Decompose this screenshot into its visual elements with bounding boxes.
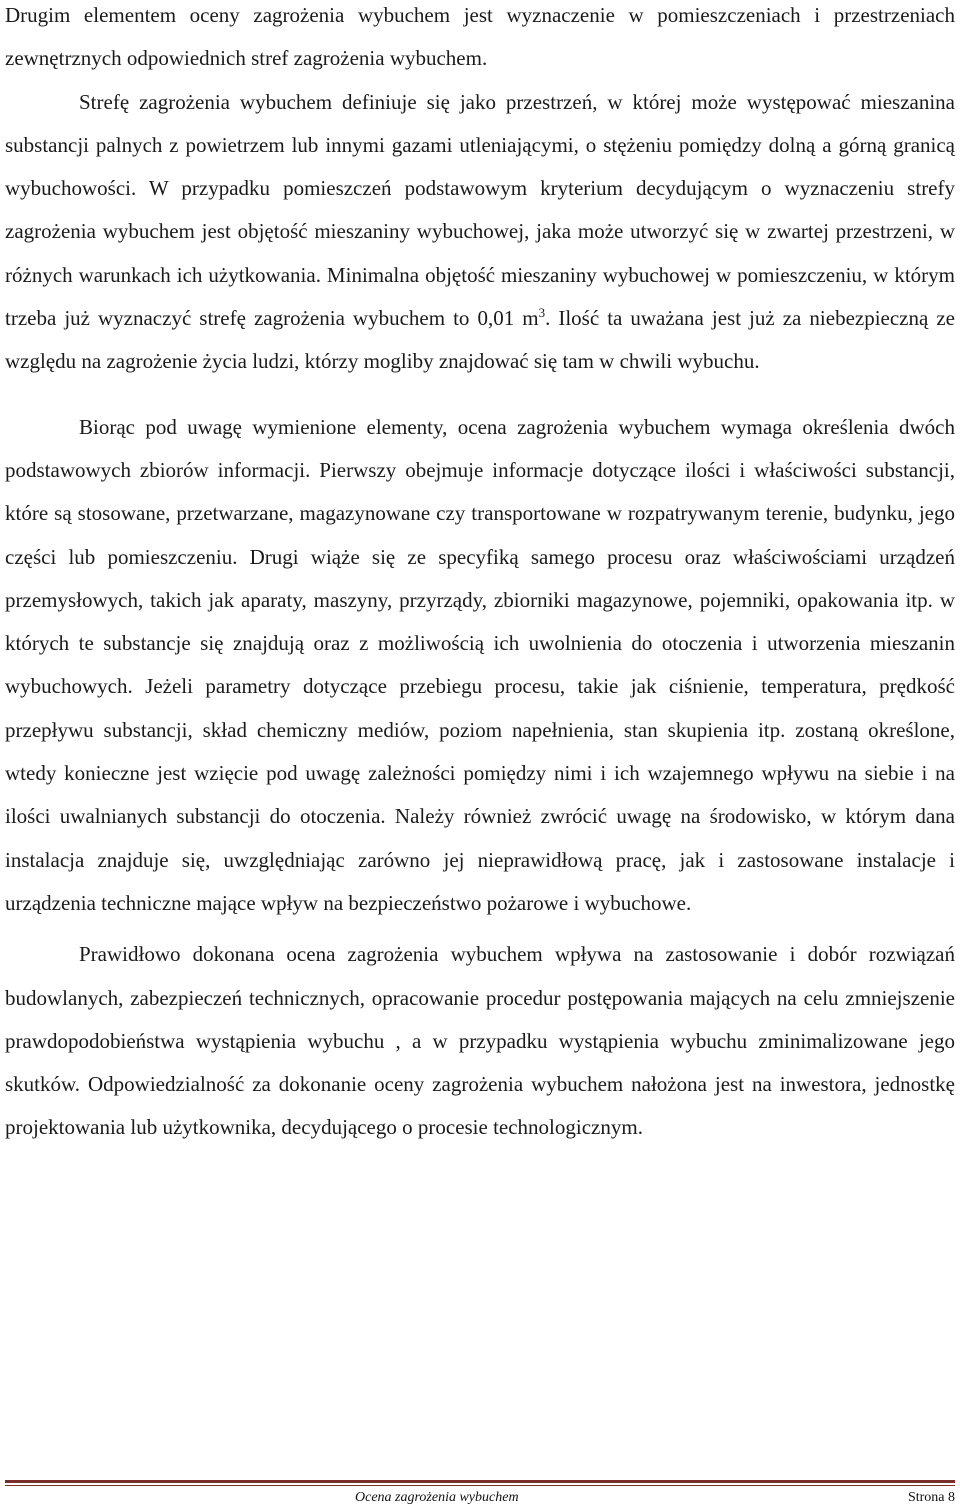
footer-page-number: Strona 8 (907, 1490, 955, 1505)
paragraph-2-text-after: . Ilość ta uważana jest już za niebezpieczną ze względu na zagrożenie życia ludzi, którzy mogliby znajdować się tam w chwili wybuchu. (5, 306, 955, 374)
paragraph-4-text: Prawidłowo dokonana ocena zagrożenia wybuchem wpływa na zastosowanie i dobór rozwiązań budowlanych, zabezpieczeń technicznych, opracowanie procedur postępowania mających na celu zmniejszenie prawdopodobieństwa wystąpienia wybuchu , a w przypadku wystąpienia wybuchu zminimalizowane jego skutków. Odpowiedzialność za dokonanie oceny zagrożenia wybuchem nałożona jest na inwestora, jednostkę projektowania lub użytkownika, decydującego o procesie technologicznym. (5, 942, 955, 1140)
paragraph-4 (5, 933, 955, 1149)
body-text (5, 0, 955, 1150)
footer-divider-thin (5, 1485, 955, 1486)
footer-document-title: Ocena zagrożenia wybuchem (355, 1490, 519, 1505)
paragraph-3-text: Biorąc pod uwagę wymienione elementy, ocena zagrożenia wybuchem wymaga określenia dwóch podstawowych zbiorów informacji. Pierwszy obejmuje informacje dotyczące ilości i właściwości substancji, które są stosowane, przetwarzane, magazynowane czy transportowane w rozpatrywanym terenie, budynku, jego części lub pomieszczeniu. Drugi wiąże się ze specyfiką samego procesu oraz właściwościami urządzeń przemysłowych, takich jak aparaty, maszyny, przyrządy, zbiorniki magazynowe, pojemniki, opakowania itp. w których te substancje się znajdują oraz z możliwością ich uwolnienia do otoczenia i utworzenia mieszanin wybuchowych. Jeżeli parametry dotyczące przebiegu procesu, takie jak ciśnienie, temperatura, prędkość przepływu substancji, skład chemiczny mediów, poziom napełnienia, stan skupienia itp. zostaną określone, wtedy konieczne jest wzięcie pod uwagę zależności pomiędzy nimi i ich wzajemnego wpływu na siebie i na ilości uwalnianych substancji do otoczenia. Należy również zwrócić uwagę na środowisko, w którym dana instalacja znajduje się, uwzględniając zarówno jej nieprawidłową pracę, jak i zastosowane instalacje i urządzenia techniczne mające wpływ na bezpieczeństwo pożarowe i wybuchowe. (5, 414, 955, 915)
paragraph-3 (5, 406, 955, 926)
page-footer (5, 1490, 955, 1510)
footer-divider (5, 1480, 955, 1483)
paragraph-1-text: Drugim elementem oceny zagrożenia wybuchem jest wyznaczenie w pomieszczeniach i przestrzeniach zewnętrznych odpowiednich stref zagrożenia wybuchem. (5, 3, 955, 71)
paragraph-1 (5, 0, 955, 81)
superscript-cubed: 3 (538, 305, 546, 321)
paragraph-2 (5, 81, 955, 384)
paragraph-2-text: Strefę zagrożenia wybuchem definiuje się jako przestrzeń, w której może występować mieszanina substancji palnych z powietrzem lub innymi gazami utleniającymi, o stężeniu pomiędzy dolną a górną granicą wybuchowości. W przypadku pomieszczeń podstawowym kryterium decydującym o wyznaczeniu strefy zagrożenia wybuchem jest objętość mieszaniny wybuchowej, jaka może utworzyć się w zwartej przestrzeni, w różnych warunkach ich użytkowania. Minimalna objętość mieszaniny wybuchowej w pomieszczeniu, w którym trzeba już wyznaczyć strefę zagrożenia wybuchem to 0,01 m (5, 89, 955, 331)
